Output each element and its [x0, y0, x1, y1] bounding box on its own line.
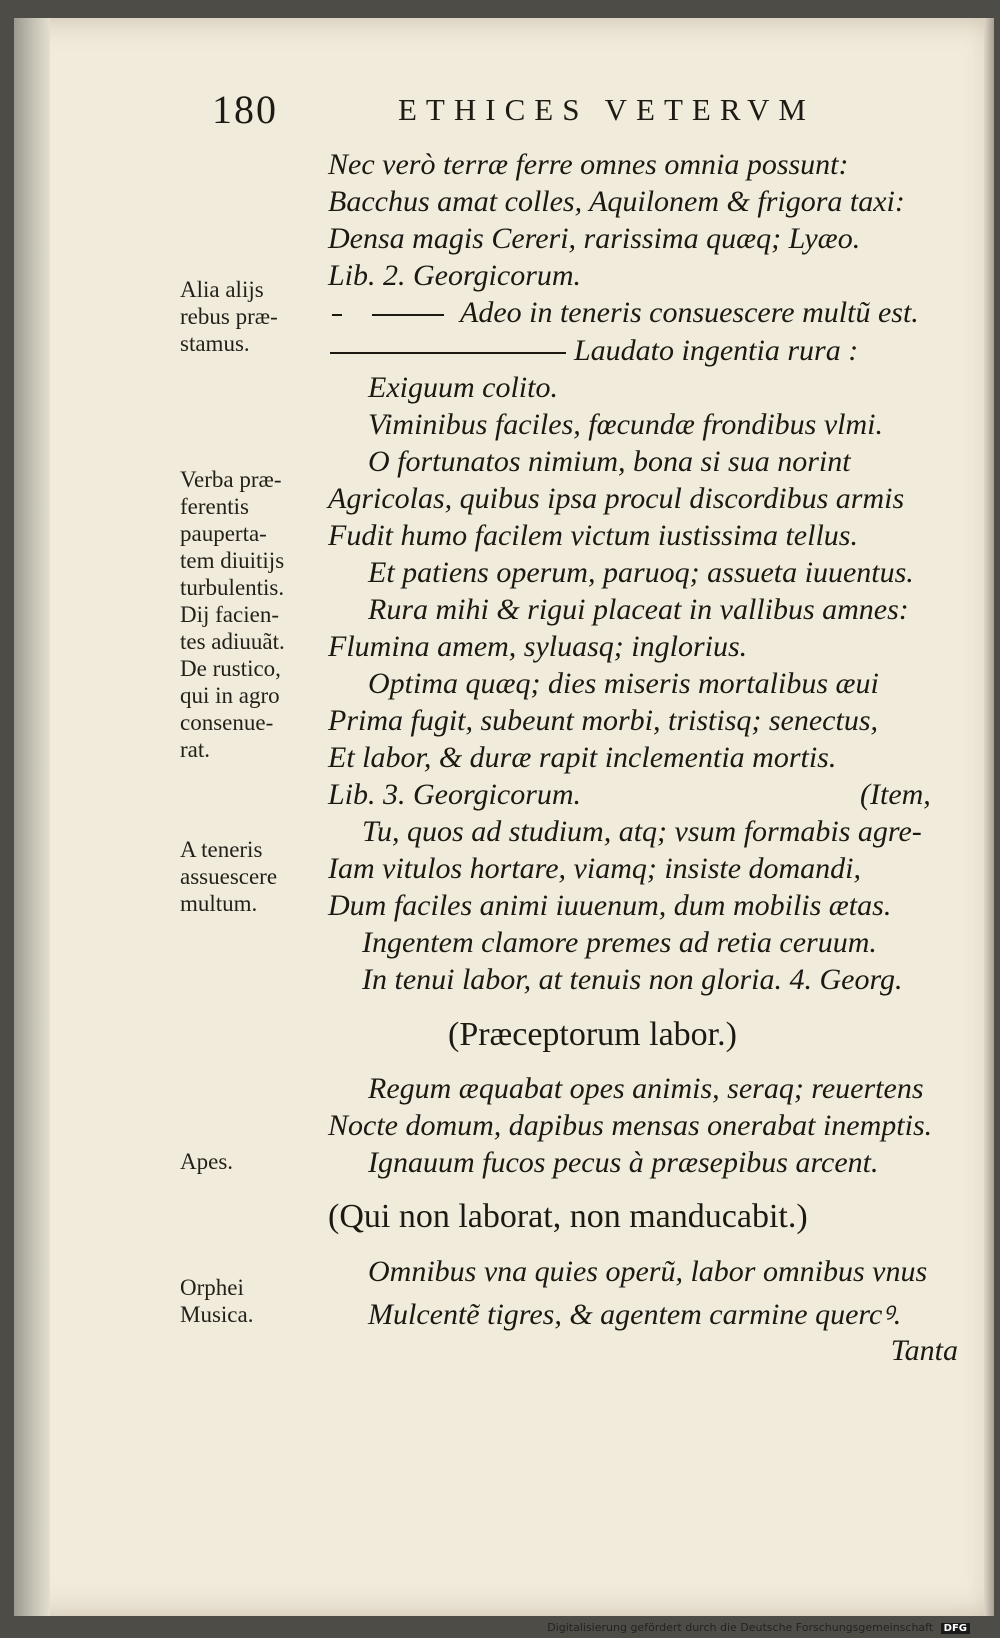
verse-line: In tenui labor, at tenuis non gloria. 4. Georg. [362, 963, 903, 996]
margin-note [180, 466, 285, 763]
dfg-logo: DFG [941, 1623, 970, 1634]
verse-line: Et patiens operum, paruoq; assueta iuuentus. [368, 556, 914, 589]
dash-rule [372, 314, 444, 316]
verse-line: Mulcentẽ tigres, & agentem carmine quercꝰ. [368, 1298, 902, 1331]
margin-note-line: multum. [180, 891, 258, 916]
margin-note-line: ferentis [180, 494, 249, 519]
margin-note-line: De rustico, [180, 656, 281, 681]
verse-line: Optima quæq; dies miseris mortalibus æui [368, 667, 879, 700]
verse-line: Tu, quos ad studium, atq; vsum formabis agre- [362, 815, 922, 848]
section-heading: (Qui non laborat, non manducabit.) [328, 1198, 808, 1235]
verse-line: Bacchus amat colles, Aquilonem & frigora taxi: [328, 185, 905, 218]
verse-line: Regum æquabat opes animis, seraq; reuertens [368, 1072, 924, 1105]
margin-note [180, 1274, 253, 1328]
verse-line: Fudit humo facilem victum iustissima tellus. [328, 519, 858, 552]
verse-line: Nec verò terræ ferre omnes omnia possunt: [328, 148, 849, 181]
verse-line: Flumina amem, syluasq; inglorius. [328, 630, 748, 663]
verse-line: Laudato ingentia rura : [574, 334, 859, 367]
margin-note-line: Apes. [180, 1149, 234, 1174]
verse-line: Viminibus faciles, fœcundæ frondibus vlmi. [368, 408, 883, 441]
verse-line: Iam vitulos hortare, viamq; insiste domandi, [328, 852, 862, 885]
section-heading: (Præceptorum labor.) [448, 1016, 737, 1053]
verse-line: (Item, [860, 778, 931, 811]
margin-note-line: turbulentis. [180, 575, 285, 600]
margin-note-line: pauperta- [180, 521, 267, 546]
page-gutter-shadow [14, 18, 50, 1616]
margin-note-line: qui in agro [180, 683, 280, 708]
margin-note-line: tes adiuuãt. [180, 629, 285, 654]
page-outer-edge [984, 18, 994, 1616]
verse-line: Ignauum fucos pecus à præsepibus arcent. [368, 1146, 879, 1179]
margin-note-line: consenue- [180, 710, 274, 735]
margin-note-line: rat. [180, 737, 211, 762]
margin-note-line: Musica. [180, 1302, 254, 1327]
verse-line: Ingentem clamore premes ad retia ceruum. [362, 926, 877, 959]
verse-line: Omnibus vna quies operũ, labor omnibus vnus [368, 1255, 928, 1288]
margin-note-line: Dij facien- [180, 602, 279, 627]
page-number: 180 [212, 87, 278, 132]
catchword: Tanta [890, 1334, 958, 1367]
credit-text: Digitalisierung gefördert durch die Deutsche Forschungsgemeinschaft [547, 1621, 934, 1634]
verse-line: Exiguum colito. [368, 371, 558, 404]
margin-note-line: Verba præ- [180, 467, 282, 492]
margin-note [180, 1148, 233, 1175]
verse-line: Rura mihi & rigui placeat in vallibus amnes: [368, 593, 909, 626]
margin-note-line: tem diuitijs [180, 548, 285, 573]
margin-note [180, 276, 278, 357]
margin-note-line: stamus. [180, 331, 250, 356]
verse-line: Lib. 2. Georgicorum. [328, 259, 582, 292]
running-title: ETHICES VETERVM [398, 92, 815, 127]
margin-note-line: Orphei [180, 1275, 244, 1300]
verse-line: Prima fugit, subeunt morbi, tristisq; senectus, [328, 704, 878, 737]
dash-rule [332, 314, 342, 316]
margin-note-line: assuescere [180, 864, 278, 889]
verse-line: Dum faciles animi iuuenum, dum mobilis ætas. [328, 889, 892, 922]
verse-line: Densa magis Cereri, rarissima quæq; Lyæo. [328, 222, 861, 255]
margin-note [180, 836, 277, 917]
verse-line: Et labor, & duræ rapit inclementia mortis. [328, 741, 837, 774]
margin-note-line: rebus præ- [180, 304, 278, 329]
margin-note-line: A teneris [180, 837, 263, 862]
margin-note-line: Alia alijs [180, 277, 264, 302]
verse-line: Agricolas, quibus ipsa procul discordibus armis [328, 482, 905, 515]
verse-line: Lib. 3. Georgicorum. [328, 778, 582, 811]
verse-line: O fortunatos nimium, bona si sua norint [368, 445, 851, 478]
verse-line: Adeo in teneris consuescere multũ est. [460, 296, 919, 329]
verse-line: Nocte domum, dapibus mensas onerabat inemptis. [328, 1109, 933, 1142]
digitization-credit [547, 1621, 970, 1634]
dash-rule [330, 352, 566, 354]
